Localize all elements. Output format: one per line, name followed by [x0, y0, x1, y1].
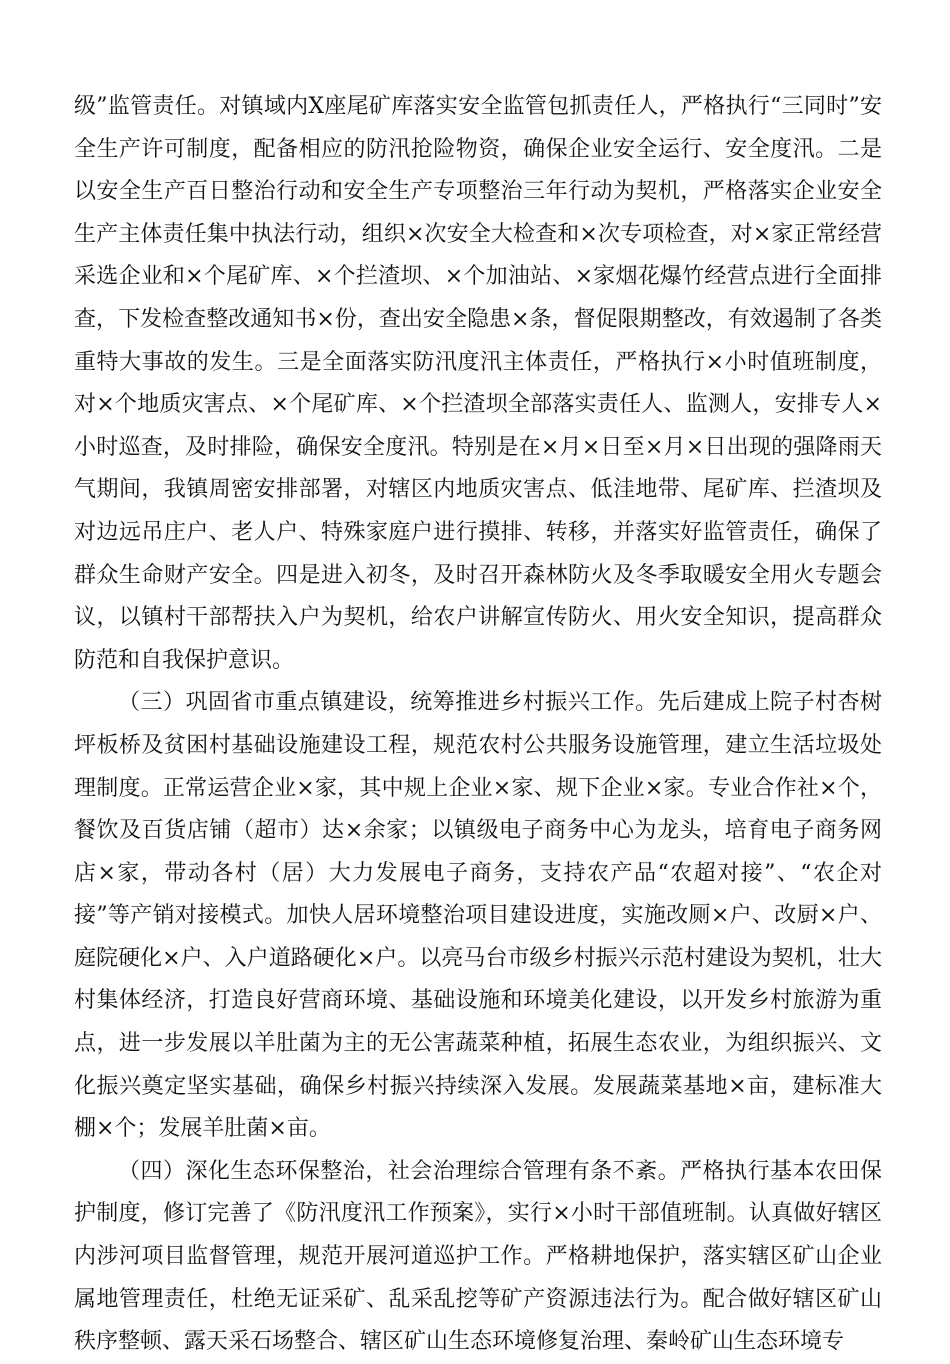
- document-page: [74, 86, 882, 1364]
- paragraph-ecological-governance: （四）深化生态环保整治，社会治理综合管理有条不紊。严格执行基本农田保护制度，修订完善了《防汛度汛工作预案》，实行×小时干部值班制。认真做好辖区内涉河项目监督管理，规范开展河道巡护工作。严格耕地保护，落实辖区矿山企业属地管理责任，杜绝无证采矿、乱采乱挖等矿产资源违法行为。配合做好辖区矿山秩序整顿、露天采石场整合、辖区矿山生态环境修复治理、秦岭矿山生态环境专: [74, 1158, 882, 1355]
- paragraph-safety-continued: 级”监管责任。对镇域内X座尾矿库落实安全监管包抓责任人，严格执行“三同时”安全生产许可制度，配备相应的防汛抢险物资，确保企业安全运行、安全度汛。二是以安全生产百日整治行动和安全生产专项整治三年行动为契机，严格落实企业安全生产主体责任集中执法行动，组织×次安全大检查和×次专项检查，对×家正常经营采选企业和×个尾矿库、×个拦渣坝、×个加油站、×家烟花爆竹经营点进行全面排查，下发检查整改通知书×份，查出安全隐患×条，督促限期整改，有效遏制了各类重特大事故的发生。三是全面落实防汛度汛主体责任，严格执行×小时值班制度，对×个地质灾害点、×个尾矿库、×个拦渣坝全部落实责任人、监测人，安排专人×小时巡查，及时排险，确保安全度汛。特别是在×月×日至×月×日出现的强降雨天气期间，我镇周密安排部署，对辖区内地质灾害点、低洼地带、尾矿库、拦渣坝及对边远吊庄户、老人户、特殊家庭户进行摸排、转移，并落实好监管责任，确保了群众生命财产安全。四是进入初冬，及时召开森林防火及冬季取暖安全用火专题会议，以镇村干部帮扶入户为契机，给农户讲解宣传防火、用火安全知识，提高群众防范和自我保护意识。: [74, 94, 882, 673]
- paragraph-rural-revitalization: （三）巩固省市重点镇建设，统筹推进乡村振兴工作。先后建成上院子村杏树坪板桥及贫困村基础设施建设工程，规范农村公共服务设施管理，建立生活垃圾处理制度。正常运营企业×家，其中规上企业×家、规下企业×家。专业合作社×个，餐饮及百货店铺（超市）达×余家；以镇级电子商务中心为龙头，培育电子商务网店×家，带动各村（居）大力发展电子商务，支持农产品“农超对接”、“农企对接”等产销对接模式。加快人居环境整治项目建设进度，实施改厕×户、改厨×户、庭院硬化×户、入户道路硬化×户。以亮马台市级乡村振兴示范村建设为契机，壮大村集体经济，打造良好营商环境、基础设施和环境美化建设，以开发乡村旅游为重点，进一步发展以羊肚菌为主的无公害蔬菜种植，拓展生态农业，为组织振兴、文化振兴奠定坚实基础，确保乡村振兴持续深入发展。发展蔬菜基地×亩，建标准大棚×个；发展羊肚菌×亩。: [74, 690, 882, 1142]
